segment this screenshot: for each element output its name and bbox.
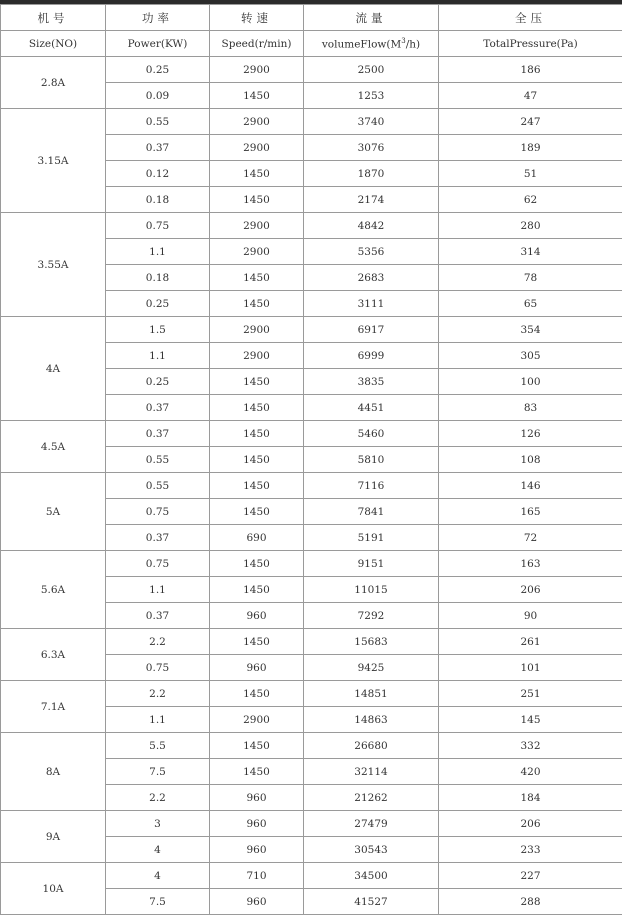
- pressure-cell: 126: [439, 421, 622, 447]
- speed-cell: 1450: [210, 473, 304, 499]
- speed-cell: 1450: [210, 499, 304, 525]
- table-row: [1, 863, 622, 889]
- speed-cell: 960: [210, 837, 304, 863]
- power-cell: 0.25: [106, 57, 210, 83]
- table-row: [1, 473, 622, 499]
- power-cell: 0.37: [106, 421, 210, 447]
- table-row: [1, 811, 622, 837]
- power-cell: 0.37: [106, 525, 210, 551]
- pressure-cell: 165: [439, 499, 622, 525]
- speed-cell: 1450: [210, 265, 304, 291]
- power-cell: 0.55: [106, 109, 210, 135]
- pressure-cell: 47: [439, 83, 622, 109]
- size-cell: 8A: [1, 733, 106, 811]
- pressure-cell: 206: [439, 577, 622, 603]
- flow-cell: 5810: [304, 447, 439, 473]
- pressure-cell: 78: [439, 265, 622, 291]
- pressure-cell: 72: [439, 525, 622, 551]
- flow-cell: 7116: [304, 473, 439, 499]
- flow-cell: 3835: [304, 369, 439, 395]
- speed-cell: 1450: [210, 395, 304, 421]
- table-row: [1, 213, 622, 239]
- size-cell: 3.55A: [1, 213, 106, 317]
- header-size-zh: 机号: [1, 5, 106, 31]
- power-cell: 0.75: [106, 551, 210, 577]
- flow-cell: 15683: [304, 629, 439, 655]
- speed-cell: 2900: [210, 707, 304, 733]
- power-cell: 0.25: [106, 291, 210, 317]
- pressure-cell: 189: [439, 135, 622, 161]
- size-cell: 2.8A: [1, 57, 106, 109]
- size-cell: 4A: [1, 317, 106, 421]
- speed-cell: 1450: [210, 759, 304, 785]
- table-row: [1, 629, 622, 655]
- pressure-cell: 305: [439, 343, 622, 369]
- power-cell: 1.1: [106, 577, 210, 603]
- table-row: [1, 421, 622, 447]
- header-size-en: Size(NO): [1, 31, 106, 57]
- header-flow-en: [304, 31, 439, 57]
- speed-cell: 1450: [210, 83, 304, 109]
- pressure-cell: 261: [439, 629, 622, 655]
- power-cell: 0.37: [106, 603, 210, 629]
- header-flow-en-prefix: volumeFlow(M: [322, 38, 401, 50]
- flow-cell: 7292: [304, 603, 439, 629]
- header-speed-en: Speed(r/min): [210, 31, 304, 57]
- speed-cell: 960: [210, 889, 304, 915]
- power-cell: 1.1: [106, 239, 210, 265]
- flow-cell: 5191: [304, 525, 439, 551]
- flow-cell: 32114: [304, 759, 439, 785]
- power-cell: 0.75: [106, 499, 210, 525]
- power-cell: 0.37: [106, 395, 210, 421]
- speed-cell: 2900: [210, 317, 304, 343]
- flow-cell: 4842: [304, 213, 439, 239]
- header-power-zh: 功率: [106, 5, 210, 31]
- pressure-cell: 101: [439, 655, 622, 681]
- speed-cell: 1450: [210, 681, 304, 707]
- flow-cell: 26680: [304, 733, 439, 759]
- pressure-cell: 145: [439, 707, 622, 733]
- flow-cell: 21262: [304, 785, 439, 811]
- size-cell: 5.6A: [1, 551, 106, 629]
- table-row: [1, 681, 622, 707]
- header-row-chinese: [1, 5, 622, 31]
- power-cell: 2.2: [106, 629, 210, 655]
- power-cell: 0.55: [106, 447, 210, 473]
- flow-cell: 7841: [304, 499, 439, 525]
- power-cell: 0.18: [106, 187, 210, 213]
- speed-cell: 2900: [210, 343, 304, 369]
- size-cell: 3.15A: [1, 109, 106, 213]
- flow-cell: 11015: [304, 577, 439, 603]
- size-cell: 10A: [1, 863, 106, 915]
- size-cell: 5A: [1, 473, 106, 551]
- speed-cell: 1450: [210, 447, 304, 473]
- power-cell: 7.5: [106, 759, 210, 785]
- header-pressure-en: TotalPressure(Pa): [439, 31, 622, 57]
- table-row: [1, 109, 622, 135]
- speed-cell: 1450: [210, 161, 304, 187]
- power-cell: 0.75: [106, 213, 210, 239]
- header-flow-en-sup: 3: [401, 37, 405, 45]
- flow-cell: 6917: [304, 317, 439, 343]
- flow-cell: 1870: [304, 161, 439, 187]
- flow-cell: 9425: [304, 655, 439, 681]
- speed-cell: 1450: [210, 551, 304, 577]
- power-cell: 2.2: [106, 681, 210, 707]
- speed-cell: 1450: [210, 369, 304, 395]
- table-row: [1, 733, 622, 759]
- flow-cell: 30543: [304, 837, 439, 863]
- speed-cell: 960: [210, 811, 304, 837]
- header-power-en: Power(KW): [106, 31, 210, 57]
- speed-cell: 1450: [210, 629, 304, 655]
- power-cell: 4: [106, 863, 210, 889]
- speed-cell: 2900: [210, 239, 304, 265]
- speed-cell: 2900: [210, 135, 304, 161]
- flow-cell: 1253: [304, 83, 439, 109]
- header-flow-zh: 流量: [304, 5, 439, 31]
- size-cell: 9A: [1, 811, 106, 863]
- power-cell: 2.2: [106, 785, 210, 811]
- power-cell: 7.5: [106, 889, 210, 915]
- table-row: [1, 317, 622, 343]
- header-pressure-zh: 全压: [439, 5, 622, 31]
- speed-cell: 1450: [210, 291, 304, 317]
- pressure-cell: 90: [439, 603, 622, 629]
- power-cell: 0.75: [106, 655, 210, 681]
- pressure-cell: 233: [439, 837, 622, 863]
- flow-cell: 3740: [304, 109, 439, 135]
- power-cell: 0.25: [106, 369, 210, 395]
- power-cell: 0.09: [106, 83, 210, 109]
- flow-cell: 5460: [304, 421, 439, 447]
- power-cell: 4: [106, 837, 210, 863]
- speed-cell: 690: [210, 525, 304, 551]
- power-cell: 1.5: [106, 317, 210, 343]
- pressure-cell: 51: [439, 161, 622, 187]
- power-cell: 1.1: [106, 707, 210, 733]
- flow-cell: 2683: [304, 265, 439, 291]
- pressure-cell: 62: [439, 187, 622, 213]
- fan-spec-table: [0, 4, 622, 915]
- speed-cell: 960: [210, 655, 304, 681]
- size-cell: 4.5A: [1, 421, 106, 473]
- pressure-cell: 65: [439, 291, 622, 317]
- speed-cell: 1450: [210, 187, 304, 213]
- pressure-cell: 163: [439, 551, 622, 577]
- speed-cell: 1450: [210, 577, 304, 603]
- flow-cell: 4451: [304, 395, 439, 421]
- power-cell: 0.37: [106, 135, 210, 161]
- power-cell: 0.55: [106, 473, 210, 499]
- pressure-cell: 146: [439, 473, 622, 499]
- power-cell: 1.1: [106, 343, 210, 369]
- pressure-cell: 332: [439, 733, 622, 759]
- header-row-english: [1, 31, 622, 57]
- flow-cell: 2174: [304, 187, 439, 213]
- flow-cell: 5356: [304, 239, 439, 265]
- pressure-cell: 354: [439, 317, 622, 343]
- pressure-cell: 186: [439, 57, 622, 83]
- size-cell: 7.1A: [1, 681, 106, 733]
- pressure-cell: 251: [439, 681, 622, 707]
- power-cell: 0.12: [106, 161, 210, 187]
- power-cell: 0.18: [106, 265, 210, 291]
- pressure-cell: 280: [439, 213, 622, 239]
- pressure-cell: 184: [439, 785, 622, 811]
- pressure-cell: 100: [439, 369, 622, 395]
- pressure-cell: 314: [439, 239, 622, 265]
- table-body: [1, 57, 622, 915]
- pressure-cell: 247: [439, 109, 622, 135]
- pressure-cell: 288: [439, 889, 622, 915]
- flow-cell: 3111: [304, 291, 439, 317]
- speed-cell: 2900: [210, 109, 304, 135]
- speed-cell: 2900: [210, 213, 304, 239]
- speed-cell: 960: [210, 603, 304, 629]
- header-speed-zh: 转速: [210, 5, 304, 31]
- table-row: [1, 551, 622, 577]
- pressure-cell: 420: [439, 759, 622, 785]
- speed-cell: 1450: [210, 421, 304, 447]
- size-cell: 6.3A: [1, 629, 106, 681]
- speed-cell: 1450: [210, 733, 304, 759]
- flow-cell: 14851: [304, 681, 439, 707]
- speed-cell: 2900: [210, 57, 304, 83]
- flow-cell: 6999: [304, 343, 439, 369]
- speed-cell: 710: [210, 863, 304, 889]
- pressure-cell: 227: [439, 863, 622, 889]
- flow-cell: 3076: [304, 135, 439, 161]
- table-row: [1, 57, 622, 83]
- pressure-cell: 206: [439, 811, 622, 837]
- speed-cell: 960: [210, 785, 304, 811]
- pressure-cell: 83: [439, 395, 622, 421]
- power-cell: 5.5: [106, 733, 210, 759]
- flow-cell: 9151: [304, 551, 439, 577]
- power-cell: 3: [106, 811, 210, 837]
- flow-cell: 41527: [304, 889, 439, 915]
- flow-cell: 34500: [304, 863, 439, 889]
- flow-cell: 2500: [304, 57, 439, 83]
- flow-cell: 27479: [304, 811, 439, 837]
- pressure-cell: 108: [439, 447, 622, 473]
- header-flow-en-suffix: /h): [406, 38, 420, 50]
- flow-cell: 14863: [304, 707, 439, 733]
